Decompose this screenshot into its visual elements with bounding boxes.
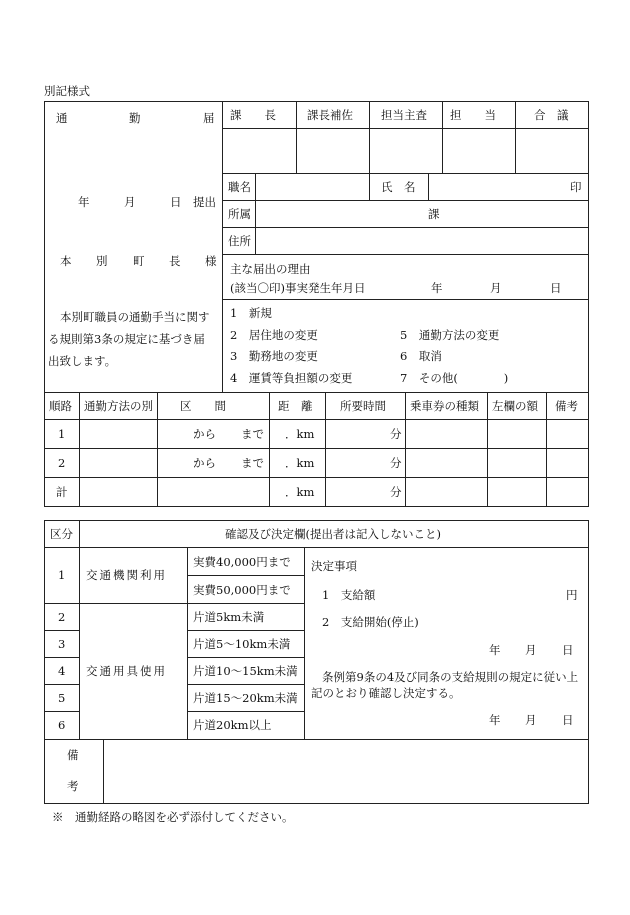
approval-stamp-area-2[interactable]: [297, 129, 368, 172]
post-label: 職名: [228, 180, 251, 194]
kubun-3: 3: [58, 637, 66, 651]
route-header-section: 区 間: [180, 399, 226, 413]
form-title-3: 届: [203, 111, 215, 125]
reason-option-7[interactable]: 7 その他( ): [400, 371, 509, 385]
route-row-1-to: まで: [241, 427, 264, 441]
statement-line-3: 出致します。: [48, 354, 117, 368]
addressee-1: 本: [60, 254, 72, 268]
reason-date-month: 月: [490, 281, 502, 295]
address-label: 住所: [228, 234, 251, 248]
reason-option-6[interactable]: 6 取消: [400, 349, 442, 363]
item-5-10km: 片道5～10km未満: [193, 637, 291, 651]
statement-line-1: 本別町職員の通勤手当に関す: [60, 310, 210, 324]
approval-stamp-area-3[interactable]: [370, 129, 441, 172]
reason-option-1[interactable]: 1 新規: [230, 306, 272, 320]
addressee-3: 町: [133, 254, 145, 268]
confirm-year: 年: [489, 713, 501, 727]
date-submit: 提出: [193, 195, 216, 209]
footnote: ※ 通勤経路の略図を必ず添付してください。: [52, 810, 294, 824]
confirm-month: 月: [525, 713, 537, 727]
item-actual-50000: 実費50,000円まで: [193, 583, 291, 597]
addressee-4: 長: [169, 254, 181, 268]
start-year: 年: [489, 643, 501, 657]
route-total-time: 分: [390, 485, 402, 499]
reason-date-day: 日: [550, 281, 562, 295]
route-header-order: 順路: [49, 399, 72, 413]
route-row-2-time: 分: [390, 456, 402, 470]
start-day: 日: [562, 643, 574, 657]
reason-date-year: 年: [431, 281, 443, 295]
approval-joint: 合 議: [534, 108, 569, 122]
item-15-20km: 片道15～20km未満: [193, 691, 298, 705]
confirm-day: 日: [562, 713, 574, 727]
item-10-15km: 片道10～15km未満: [193, 664, 298, 678]
approval-assistant: 課長補佐: [307, 108, 353, 122]
route-row-2-to: まで: [241, 456, 264, 470]
kubun-5: 5: [58, 691, 66, 705]
reason-option-5[interactable]: 5 通勤方法の変更: [400, 328, 500, 342]
route-row-2-from: から: [193, 456, 216, 470]
kubun-1: 1: [58, 568, 66, 582]
payment-start-label: 2 支給開始(停止): [322, 615, 419, 629]
category-transport: 交通機関利用: [86, 568, 167, 582]
route-header-remarks: 備考: [555, 399, 578, 413]
form-title-1: 通: [56, 111, 68, 125]
name-label: 氏 名: [381, 180, 416, 194]
decision-matter: 決定事項: [311, 559, 357, 573]
dept-field[interactable]: [257, 202, 427, 225]
route-row-1-from: から: [193, 427, 216, 441]
approval-stamp-area-4[interactable]: [443, 129, 514, 172]
item-actual-40000: 実費40,000円まで: [193, 555, 291, 569]
approval-stamp-area-5[interactable]: [516, 129, 588, 172]
date-month: 月: [124, 195, 136, 209]
confirm-line-1: 条例第9条の4及び同条の支給規則の規定に従い上: [322, 670, 579, 684]
route-header-ticket: 乗車券の種類: [410, 399, 479, 413]
kubun-4: 4: [58, 664, 66, 678]
addressee-2: 別: [96, 254, 108, 268]
approval-chief: 課 長: [230, 108, 276, 122]
date-year: 年: [78, 195, 90, 209]
addressee-5: 様: [205, 254, 217, 268]
start-month: 月: [525, 643, 537, 657]
kubun-6: 6: [58, 718, 66, 732]
kubun-2: 2: [58, 610, 66, 624]
decision-title: 確認及び決定欄(提出者は記入しないこと): [225, 527, 441, 541]
route-row-1-no: 1: [58, 427, 66, 441]
dept-suffix: 課: [428, 207, 440, 221]
route-total-label: 計: [56, 485, 68, 499]
remarks-field[interactable]: [105, 741, 587, 802]
address-field[interactable]: [257, 229, 587, 252]
form-label: 別記様式: [44, 84, 90, 98]
name-field[interactable]: [430, 175, 560, 198]
item-under-5km: 片道5km未満: [193, 610, 265, 624]
route-row-2-distance: ．km: [285, 456, 315, 470]
route-header-distance: 距 離: [278, 399, 313, 413]
remarks-label-1: 備: [67, 748, 79, 762]
route-row-1-time: 分: [390, 427, 402, 441]
statement-line-2: る規則第3条の規定に基づき届: [48, 332, 205, 346]
dept-label: 所属: [228, 207, 251, 221]
route-total-distance: ．km: [285, 485, 315, 499]
date-day: 日: [170, 195, 182, 209]
confirm-line-2: 記のとおり確認し決定する。: [311, 686, 461, 700]
approval-staff: 担 当: [450, 108, 496, 122]
route-row-2-no: 2: [58, 456, 66, 470]
approval-stamp-area-1[interactable]: [223, 129, 295, 172]
route-header-time: 所要時間: [340, 399, 386, 413]
route-row-1-distance: ．km: [285, 427, 315, 441]
approval-senior: 担当主査: [381, 108, 427, 122]
post-field[interactable]: [257, 175, 367, 198]
reason-title: 主な届出の理由: [230, 262, 311, 276]
remarks-label-2: 考: [67, 779, 79, 793]
reason-option-3[interactable]: 3 勤務地の変更: [230, 349, 318, 363]
reason-subtitle: (該当〇印)事実発生年月日: [230, 281, 366, 295]
seal-mark: 印: [570, 180, 582, 194]
category-vehicle: 交通用具使用: [86, 664, 167, 678]
route-header-amount: 左欄の額: [492, 399, 538, 413]
payment-yen: 円: [566, 588, 578, 602]
payment-amount-label: 1 支給額: [322, 588, 376, 602]
route-header-method: 通勤方法の別: [84, 399, 153, 413]
reason-option-2[interactable]: 2 居住地の変更: [230, 328, 318, 342]
item-over-20km: 片道20km以上: [193, 718, 272, 732]
reason-option-4[interactable]: 4 運賃等負担額の変更: [230, 371, 353, 385]
form-title-2: 勤: [129, 111, 141, 125]
decision-kubun-header: 区分: [50, 527, 73, 541]
